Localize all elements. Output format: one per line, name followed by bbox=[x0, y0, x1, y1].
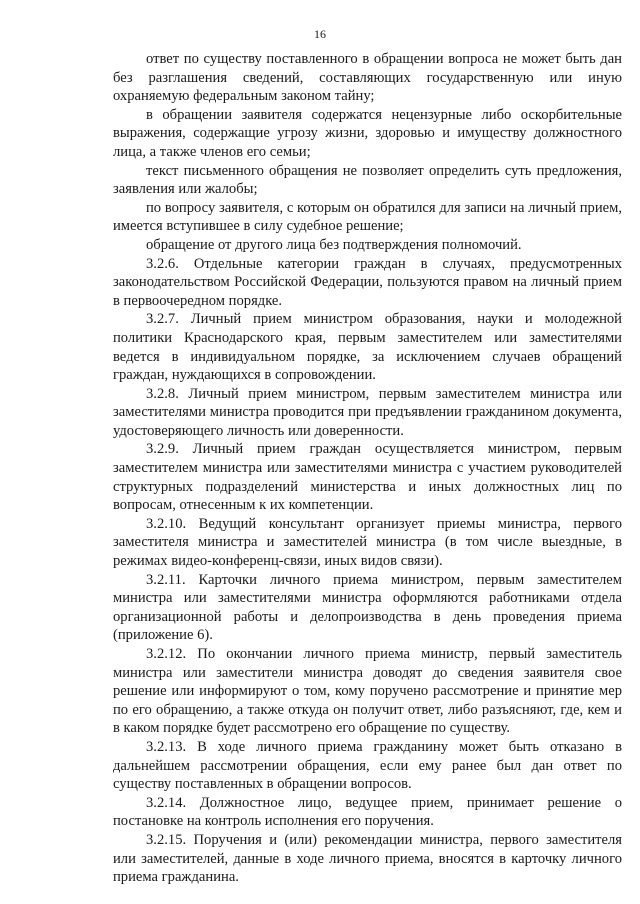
page-number: 16 bbox=[314, 27, 326, 41]
document-body bbox=[113, 50, 622, 887]
paragraph-3-2-7: 3.2.7. Личный прием министром образования, науки и молодежной политики Краснодарского края, первым заместителем или заместителями ведется в индивидуальном порядке, за исключением случаев обращений граждан, нуждающихся в сопровождении. bbox=[113, 311, 622, 384]
paragraph-3-2-13: 3.2.13. В ходе личного приема гражданину может быть отказано в дальнейшем рассмотрении обращения, если ему ранее был дан ответ по существу поставленных в обращении вопросов. bbox=[113, 738, 622, 793]
paragraph-no-authority: обращение от другого лица без подтверждения полномочий. bbox=[146, 236, 522, 253]
paragraph-3-2-11: 3.2.11. Карточки личного приема министром, первым заместителем министра или заместителями министра оформляются работниками отдела организационной работы и делопроизводства в день проведения приема (приложение 6). bbox=[113, 571, 622, 644]
paragraph-unclear-text: текст письменного обращения не позволяет определить суть предложения, заявления или жалобы; bbox=[113, 162, 622, 198]
paragraph-3-2-6: 3.2.6. Отдельные категории граждан в случаях, предусмотренных законодательством Российской Федерации, пользуются правом на личный прием в первоочередном порядке. bbox=[113, 255, 622, 309]
paragraph-3-2-14: 3.2.14. Должностное лицо, ведущее прием, принимает решение о постановке на контроль исполнения его поручения. bbox=[113, 794, 622, 830]
paragraph-court-decision: по вопросу заявителя, с которым он обратился для записи на личный прием, имеется вступившее в силу судебное решение; bbox=[113, 199, 622, 235]
paragraph-3-2-15: 3.2.15. Поручения и (или) рекомендации министра, первого заместителя или заместителей, данные в ходе личного приема, вносятся в карточку личного приема гражданина. bbox=[113, 831, 622, 886]
paragraph-3-2-12: 3.2.12. По окончании личного приема министр, первый заместитель министра или заместители министра доводят до сведения заявителя свое решение или информируют о том, кому поручено рассмотрение и принятие мер по его обращению, а также откуда он получит ответ, либо разъясняют, где, кем и в каком порядке будет рассмотрено его обращение по существу. bbox=[113, 646, 622, 737]
paragraph-disclosure-secret: ответ по существу поставленного в обращении вопроса не может быть дан без разглашения сведений, составляющих государственную или иную охраняемую федеральным законом тайну; bbox=[113, 51, 622, 105]
paragraph-3-2-10: 3.2.10. Ведущий консультант организует приемы министра, первого заместителя министра и заместителей министра (в том числе выездные, в режимах видео-конференц-связи, иных видов связи). bbox=[113, 515, 622, 570]
paragraph-3-2-9: 3.2.9. Личный прием граждан осуществляется министром, первым заместителем министра или заместителями министра с участием руководителей структурных подразделений министерства и иных должностных лиц по вопросам, отнесенным к их компетенции. bbox=[113, 441, 622, 514]
paragraph-offensive-language: в обращении заявителя содержатся нецензурные либо оскорбительные выражения, содержащие угрозу жизни, здоровью и имуществу должностного лица, а также членов его семьи; bbox=[113, 106, 622, 160]
paragraph-3-2-8: 3.2.8. Личный прием министром, первым заместителем министра или заместителями министра проводится при предъявлении гражданином документа, удостоверяющего личность или доверенности. bbox=[113, 385, 622, 439]
